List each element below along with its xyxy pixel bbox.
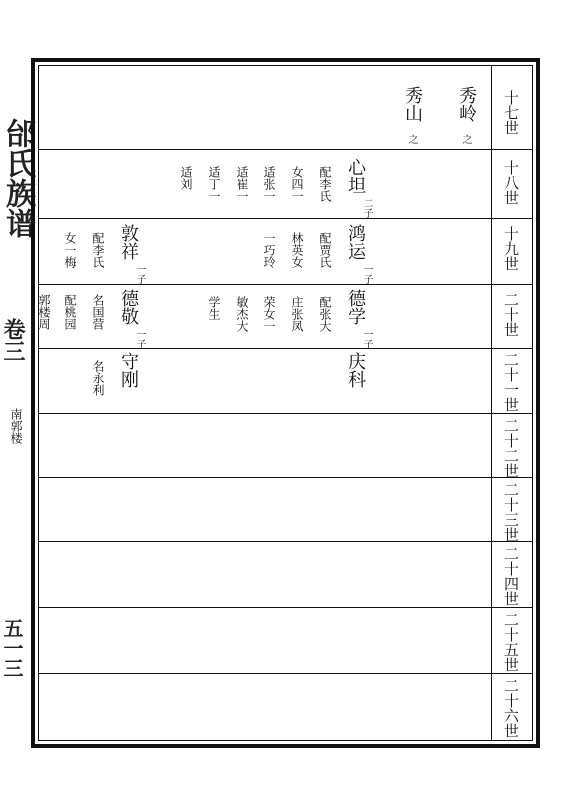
- person-name: 守刚: [118, 352, 139, 388]
- generation-label: 二十一世: [502, 352, 520, 412]
- person-name: 秀岭: [456, 86, 477, 122]
- row-divider: [38, 284, 533, 285]
- book-title-fragment: 邰氏族谱: [0, 118, 35, 238]
- spouse-note: 配张大: [318, 296, 332, 332]
- genealogy-table-inner-border: [38, 65, 533, 741]
- relation-note: 之: [460, 134, 471, 144]
- relation-note: 一子: [134, 264, 145, 284]
- volume-label: 卷三: [0, 318, 26, 362]
- row-divider: [38, 149, 533, 150]
- person-name: 心坦: [345, 158, 366, 194]
- page-number: 五一三: [0, 618, 24, 678]
- relation-note: 一子: [134, 329, 145, 349]
- daughters-note: 女四一: [290, 166, 304, 202]
- family-note: 敏杰大: [235, 296, 249, 332]
- person-name: 德学: [345, 289, 366, 325]
- generation-label: 十九世: [502, 226, 520, 271]
- generation-label: 十八世: [502, 160, 520, 205]
- generation-label: 二十三世: [502, 482, 520, 542]
- alias-note: 名永利: [91, 360, 105, 396]
- row-divider: [38, 673, 533, 674]
- daughters-note: 女一梅: [63, 232, 77, 268]
- person-name: 敦祥: [118, 224, 139, 260]
- spouse-note: 配贾氏: [318, 232, 332, 268]
- daughter-marriage-note: 适刘: [179, 166, 193, 190]
- generation-label: 二十五世: [502, 612, 520, 672]
- daughter-note: 一巧玲: [262, 232, 276, 268]
- relation-note: 二子: [361, 198, 372, 218]
- family-note: 学生: [207, 296, 221, 320]
- relation-note: 一子: [361, 329, 372, 349]
- row-divider: [38, 541, 533, 542]
- person-name: 鸿运: [345, 224, 366, 260]
- family-note: 荣女一: [262, 296, 276, 332]
- daughter-marriage-note: 适张一: [262, 166, 276, 202]
- family-note: 名国营: [91, 294, 105, 330]
- section-label: 南郭楼: [9, 408, 23, 444]
- spouse-note: 配桃园: [63, 294, 77, 330]
- person-name: 庆科: [345, 352, 366, 388]
- row-divider: [38, 218, 533, 219]
- daughter-marriage-note: 适丁一: [207, 166, 221, 202]
- generation-label: 二十六世: [502, 678, 520, 738]
- relation-note: 一子: [361, 264, 372, 284]
- daughter-note: 林英女: [290, 232, 304, 268]
- generation-label: 十七世: [502, 90, 520, 135]
- family-note: 郭楼周: [37, 294, 51, 330]
- generation-column-divider: [491, 65, 492, 741]
- daughter-marriage-note: 适崔一: [235, 166, 249, 202]
- family-note: 庄张凤: [290, 296, 304, 332]
- row-divider: [38, 413, 533, 414]
- spouse-note: 配李氏: [91, 232, 105, 268]
- row-divider: [38, 477, 533, 478]
- generation-label: 二十四世: [502, 546, 520, 606]
- generation-label: 二十二世: [502, 418, 520, 478]
- row-divider: [38, 607, 533, 608]
- person-name: 秀山: [402, 86, 423, 122]
- row-divider: [38, 348, 533, 349]
- person-name: 德敬: [118, 289, 139, 325]
- relation-note: 之: [406, 134, 417, 144]
- spouse-note: 配李氏: [318, 166, 332, 202]
- generation-label: 二十世: [502, 292, 520, 337]
